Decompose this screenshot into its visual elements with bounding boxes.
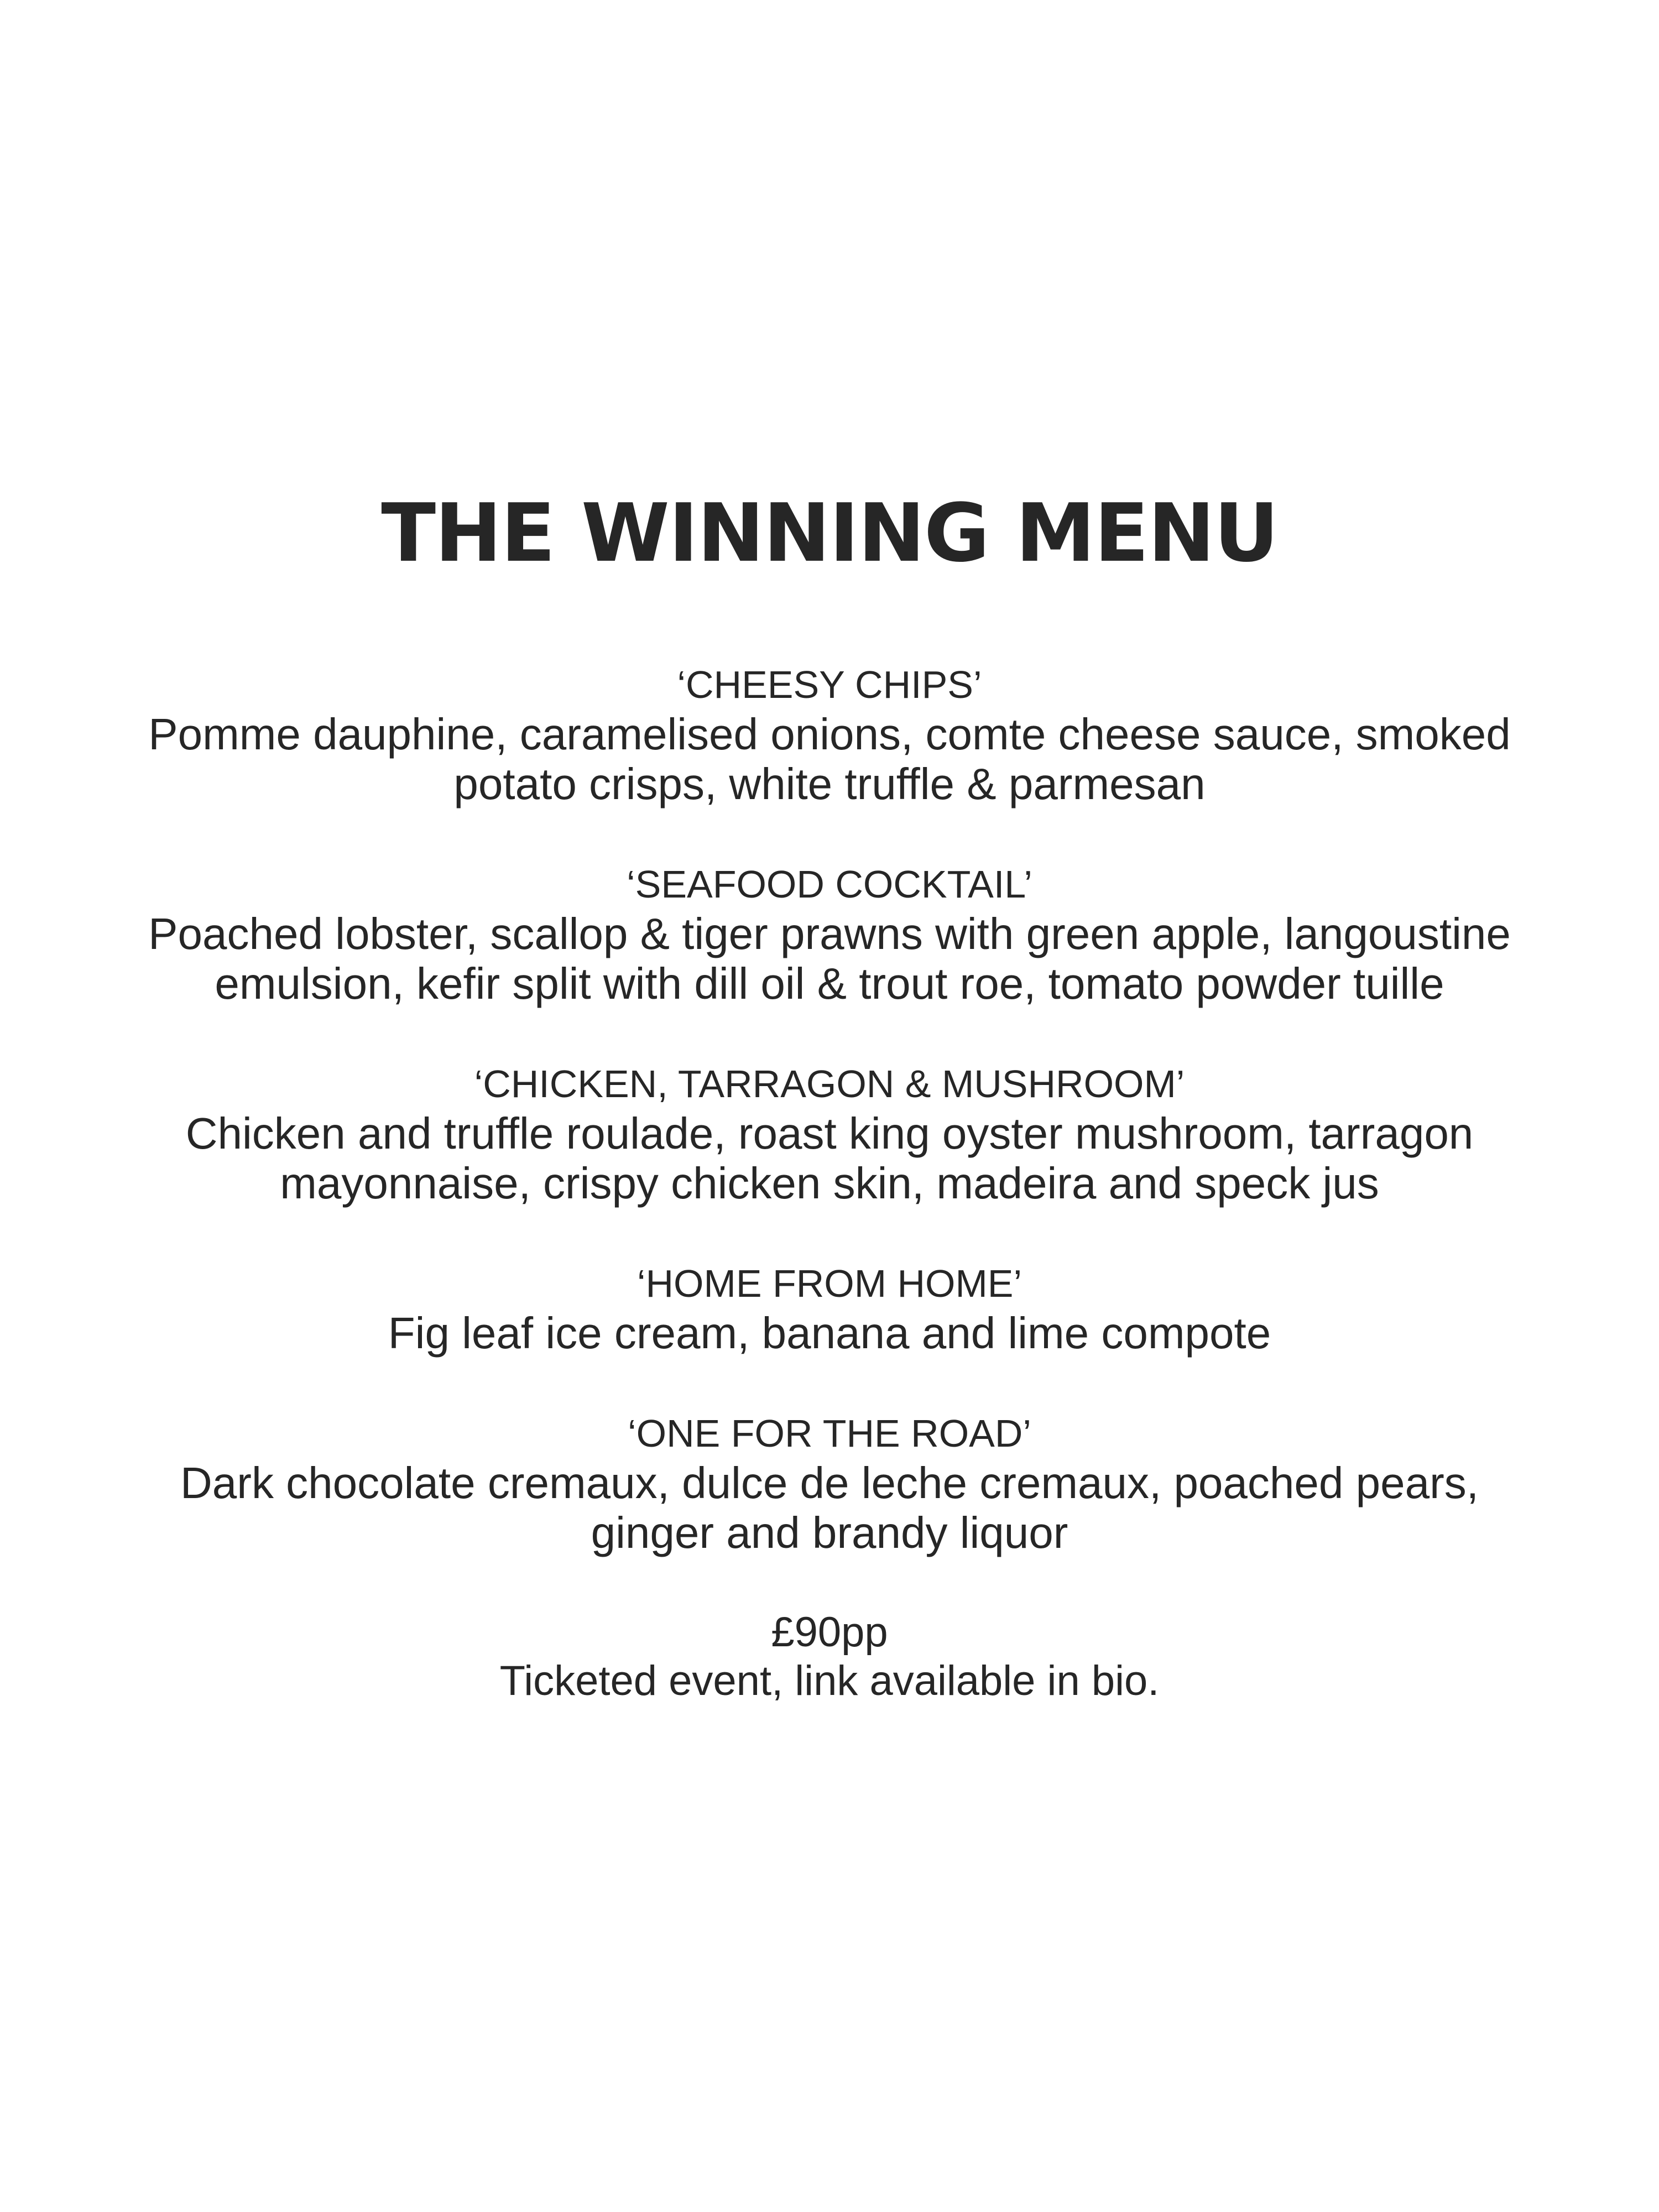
course-description [0,709,1659,809]
course-description [0,1109,1659,1208]
description-line: Fig leaf ice cream, banana and lime compote [388,1308,1271,1358]
course-name: ‘HOME FROM HOME’ [637,1262,1022,1305]
course-seafood-cocktail [0,859,1659,1009]
menu-footer [0,1608,1659,1705]
description-line: Chicken and truffle roulade, roast king oyster mushroom, tarragon [185,1109,1474,1158]
description-line: Dark chocolate cremaux, dulce de leche cremaux, poached pears, [180,1458,1479,1507]
description-line: potato crisps, white truffle & parmesan [453,759,1206,808]
course-name: ‘SEAFOOD COCKTAIL’ [627,863,1032,906]
description-line: Pomme dauphine, caramelised onions, comte cheese sauce, smoked [148,709,1511,759]
ticket-note: Ticketed event, link available in bio. [499,1657,1160,1704]
course-name: ‘CHICKEN, TARRAGON & MUSHROOM’ [474,1062,1185,1105]
price: £90pp [771,1609,888,1656]
description-line: ginger and brandy liquor [591,1508,1068,1557]
course-one-for-the-road [0,1408,1659,1558]
description-line: Poached lobster, scallop & tiger prawns with green apple, langoustine [148,909,1511,958]
menu-body [0,660,1659,1705]
menu-title: THE WINNING MENU [381,487,1278,580]
description-line: mayonnaise, crispy chicken skin, madeira and speck jus [280,1159,1379,1208]
course-name: ‘CHEESY CHIPS’ [677,663,982,706]
course-chicken-tarragon-mushroom [0,1059,1659,1208]
course-description [0,1458,1659,1558]
course-name: ‘ONE FOR THE ROAD’ [628,1412,1031,1455]
course-description [0,1308,1659,1358]
description-line: emulsion, kefir split with dill oil & trout roe, tomato powder tuille [215,959,1444,1008]
course-home-from-home [0,1259,1659,1358]
course-cheesy-chips [0,660,1659,809]
course-description [0,909,1659,1009]
